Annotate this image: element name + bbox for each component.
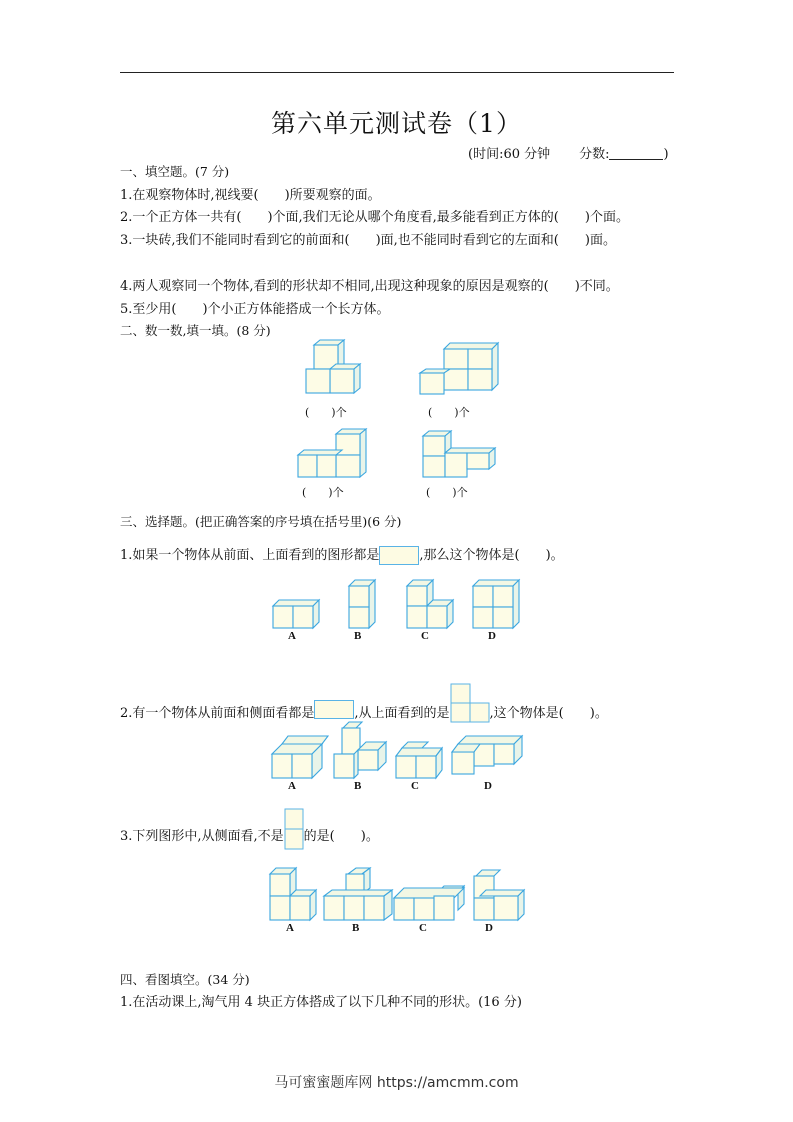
option-b-figure <box>324 868 392 920</box>
side-view-shape <box>284 808 304 850</box>
count-caption-1: ( )个 <box>305 406 347 419</box>
option-label-d: D <box>485 922 493 934</box>
option-d-figure <box>452 736 522 774</box>
option-label-b: B <box>352 922 360 934</box>
section4-heading: 四、看图填空。(34 分) <box>120 972 250 987</box>
section3-heading: 三、选择题。(把正确答案的序号填在括号里)(6 分) <box>120 514 402 529</box>
option-label-c: C <box>411 780 419 792</box>
section1-heading: 一、填空题。(7 分) <box>120 164 230 179</box>
option-c-figure <box>396 742 442 778</box>
section3-q1-text-b: ,那么这个物体是( )。 <box>419 548 564 563</box>
cube <box>298 450 342 477</box>
score-label: 分数: <box>579 147 610 162</box>
option-label-a: A <box>288 780 296 792</box>
option-a-figure <box>270 868 316 920</box>
top-view-shape <box>450 683 490 723</box>
section3-q2-text-b: ,从上面看到的是 <box>354 706 450 721</box>
q2-options-figures <box>270 722 530 780</box>
count-caption-4: ( )个 <box>426 486 468 499</box>
section1-q4: 4.两人观察同一个物体,看到的形状却不相同,出现这种现象的原因是观察的( )不同。 <box>120 279 619 294</box>
count-figure-4 <box>420 428 500 480</box>
section3-q2-text-c: ,这个物体是( )。 <box>489 706 608 721</box>
section3-q3-text-b: 的是( )。 <box>303 829 379 844</box>
option-b-figure <box>334 722 386 778</box>
q1-options-figures <box>270 576 530 628</box>
page-title: 第六单元测试卷（1） <box>271 109 522 138</box>
section1-q3: 3.一块砖,我们不能同时看到它的前面和( )面,也不能同时看到它的左面和( )面。 <box>120 233 616 248</box>
option-label-d: D <box>488 630 496 642</box>
count-figure-2 <box>418 340 498 400</box>
section1-q5: 5.至少用( )个小正方体能搭成一个长方体。 <box>120 302 390 317</box>
front-side-view-shape <box>314 700 354 719</box>
section4-q1: 1.在活动课上,淘气用 4 块正方体搭成了以下几种不同的形状。(16 分) <box>120 995 522 1010</box>
option-d-figure <box>474 870 524 920</box>
section1-q1: 1.在观察物体时,视线要( )所要观察的面。 <box>120 188 381 203</box>
count-caption-2: ( )个 <box>428 406 470 419</box>
option-label-b: B <box>354 780 362 792</box>
section3-q3-text-a: 3.下列图形中,从侧面看,不是 <box>120 829 284 844</box>
section3-q1 <box>120 544 564 565</box>
time-label: (时间:60 分钟 <box>468 147 551 162</box>
cube <box>306 369 330 393</box>
section2-heading: 二、数一数,填一填。(8 分) <box>120 323 271 338</box>
q3-options-figures <box>268 866 528 922</box>
option-label-a: A <box>288 630 296 642</box>
option-label-c: C <box>421 630 429 642</box>
section3-q2 <box>120 683 608 723</box>
cube <box>444 343 498 390</box>
score-blank <box>609 147 663 160</box>
cube <box>445 448 495 477</box>
option-label-d: D <box>484 780 492 792</box>
exam-meta <box>468 143 669 162</box>
count-figure-3 <box>296 428 372 480</box>
option-c-figure <box>394 886 464 920</box>
option-label-b: B <box>354 630 362 642</box>
section3-q3 <box>120 808 379 850</box>
count-caption-3: ( )个 <box>302 486 344 499</box>
meta-close: ) <box>663 147 669 162</box>
front-top-view-shape <box>379 546 419 565</box>
option-d-figure <box>473 580 519 628</box>
option-a-figure <box>273 600 319 628</box>
option-c-figure <box>407 580 453 628</box>
option-label-a: A <box>286 922 294 934</box>
option-b-figure <box>349 580 375 628</box>
top-rule <box>120 72 674 73</box>
cube <box>336 429 366 477</box>
count-figure-1 <box>300 340 370 400</box>
cube <box>330 364 360 393</box>
section1-q2: 2.一个正方体一共有( )个面,我们无论从哪个角度看,最多能看到正方体的( )个面。 <box>120 210 629 225</box>
option-a-figure <box>272 736 328 778</box>
section3-q1-text-a: 1.如果一个物体从前面、上面看到的图形都是 <box>120 548 380 563</box>
section3-q2-text-a: 2.有一个物体从前面和侧面看都是 <box>120 706 315 721</box>
site-footer: 马可蜜蜜题库网 https://amcmm.com <box>274 1075 519 1091</box>
option-label-c: C <box>419 922 427 934</box>
